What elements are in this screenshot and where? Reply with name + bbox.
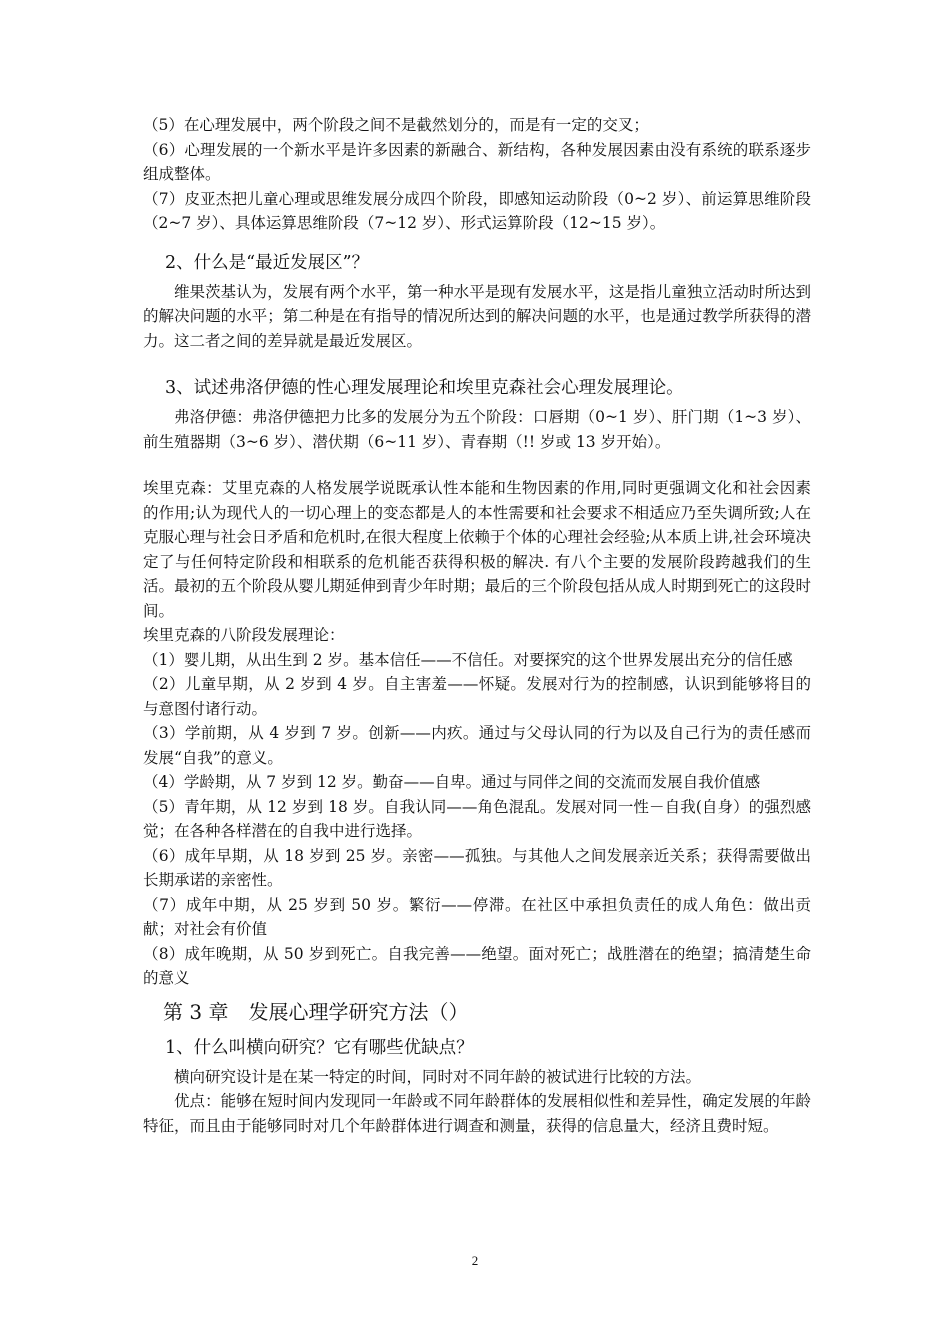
stages-title: 埃里克森的八阶段发展理论：: [143, 626, 345, 644]
list-item: （5）在心理发展中，两个阶段之间不是截然划分的，而是有一定的交叉；: [143, 116, 649, 134]
zpd-paragraph: 维果茨基认为，发展有两个水平，第一种水平是现有发展水平，这是指儿童独立活动时所达到的解决问题的水平；第二种是在有指导的情况所达到的解决问题的水平，也是通过教学所获得的潜力。这二者之间的差异就是最近发展区。: [143, 282, 811, 350]
stage-item: （3）学前期，从 4 岁到 7 岁。创新——内疚。通过与父母认同的行为以及自己行为的责任感而发展“自我”的意义。: [143, 724, 811, 767]
stage-item: （5）青年期，从 12 岁到 18 岁。自我认同——角色混乱。发展对同一性－自我(自身）的强烈感觉；在各种各样潜在的自我中进行选择。: [143, 797, 811, 840]
chapter-number: 第 3 章: [163, 999, 229, 1024]
stage-item: （1）婴儿期，从出生到 2 岁。基本信任——不信任。对要探究的这个世界发展出充分的信任感: [143, 650, 793, 669]
freud-paragraph: 弗洛伊德：弗洛伊德把力比多的发展分为五个阶段：口唇期（0~1 岁）、肝门期（1~3 岁）、前生殖器期（3~6 岁）、潜伏期（6~11 岁）、青春期（!! 岁或 13 岁开始）。: [143, 408, 811, 451]
page-number: 2: [471, 1253, 479, 1268]
section-heading-theories: 3、试述弗洛伊德的性心理发展理论和埃里克森社会心理发展理论。: [165, 378, 684, 398]
stage-item: （7）成年中期，从 25 岁到 50 岁。繁衍——停滞。在社区中承担负责任的成人角色：做出贡献；对社会有价值: [143, 895, 811, 938]
advantages-paragraph: 优点：能够在短时间内发现同一年龄或不同年龄群体的发展相似性和差异性，确定发展的年龄特征，而且由于能够同时对几个年龄群体进行调查和测量，获得的信息量大，经济且费时短。: [143, 1092, 811, 1135]
stage-item: （2）儿童早期，从 2 岁到 4 岁。自主害羞——怀疑。发展对行为的控制感，认识到能够将目的与意图付诸行动。: [143, 675, 811, 718]
section-heading-cross-sectional: 1、什么叫横向研究？它有哪些优缺点？: [165, 1037, 474, 1058]
section-heading-zpd: 2、什么是“最近发展区”？: [165, 252, 370, 273]
list-item: （7）皮亚杰把儿童心理或思维发展分成四个阶段，即感知运动阶段（0~2 岁）、前运算思维阶段（2~7 岁）、具体运算思维阶段（7~12 岁）、形式运算阶段（12~15 岁）。: [143, 189, 811, 232]
list-item: （6）心理发展的一个新水平是许多因素的新融合、新结构，各种发展因素由没有系统的联系逐步组成整体。: [143, 140, 811, 183]
stage-item: （8）成年晚期，从 50 岁到死亡。自我完善——绝望。面对死亡；战胜潜在的绝望；搞清楚生命的意义: [143, 944, 811, 987]
chapter-heading: [163, 997, 811, 1027]
chapter-title: 发展心理学研究方法（）: [248, 999, 469, 1024]
blank-line: [143, 454, 811, 476]
stage-item: （6）成年早期，从 18 岁到 25 岁。亲密——孤独。与其他人之间发展亲近关系；获得需要做出长期承诺的亲密性。: [143, 846, 811, 889]
stage-item: （4）学龄期，从 7 岁到 12 岁。勤奋——自卑。通过与同伴之间的交流而发展自我价值感: [143, 773, 761, 791]
erikson-paragraph: 埃里克森：艾里克森的人格发展学说既承认性本能和生物因素的作用,同时更强调文化和社会因素的作用;认为现代人的一切心理上的变态都是人的本性需要和社会要求不相适应乃至失调所致;人在克服心理与社会日矛盾和危机时,在很大程度上依赖于个体的心理社会经验;从本质上讲,社会环境决定了与任何特定阶段和相联系的危机能否获得积极的解决. 有八个主要的发展阶段跨越我们的生活。最初的五个阶段从婴儿期延伸到青少年时期；最后的三个阶段包括从成人时期到死亡的这段时间。: [143, 479, 811, 620]
page-content: [143, 113, 811, 1138]
definition-paragraph: 横向研究设计是在某一特定的时间，同时对不同年龄的被试进行比较的方法。: [174, 1067, 702, 1086]
